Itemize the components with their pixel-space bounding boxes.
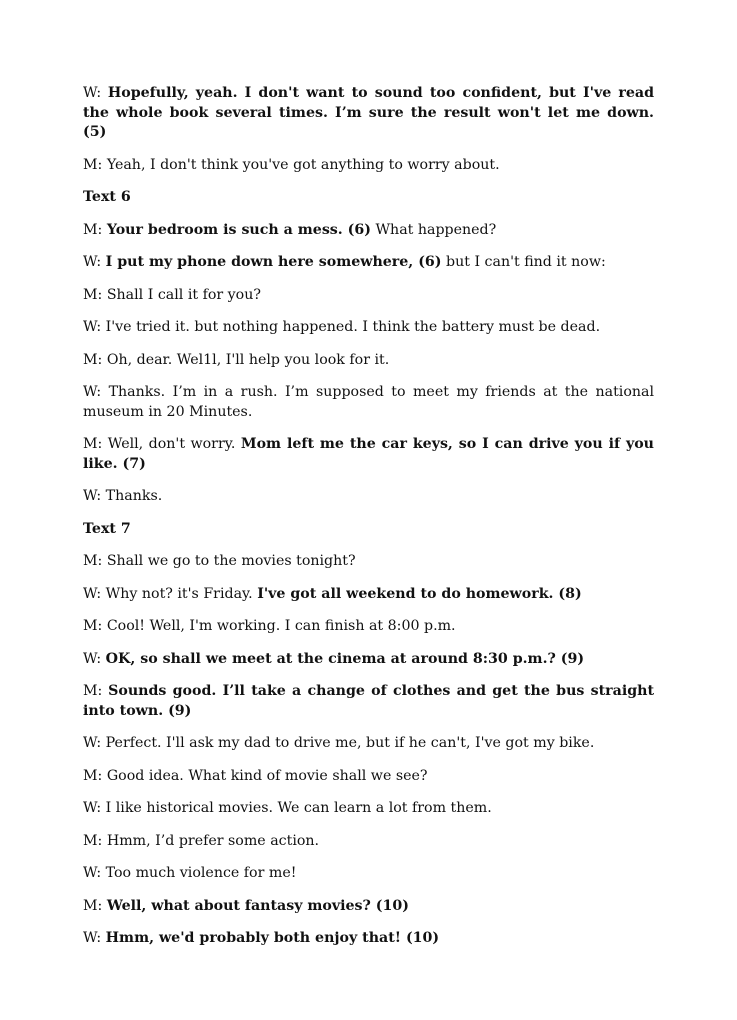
section-heading: Text 7: [83, 520, 131, 537]
answer-text: Hmm, we'd probably both enjoy that! (10): [105, 930, 440, 946]
answer-text: Hopefully, yeah. I don't want to sound too confident, but I've read the whole book several times. I’m sure the result won't let me down. (5): [83, 85, 654, 140]
dialogue-text: Hmm, I’d prefer some action.: [102, 832, 320, 849]
dialogue-line: [83, 767, 654, 787]
dialogue-line: [83, 221, 654, 241]
speaker-label: W:: [83, 254, 102, 270]
dialogue-text: I like historical movies. We can learn a lot from them.: [101, 800, 492, 816]
dialogue-line: [83, 286, 654, 306]
speaker-label: W:: [83, 930, 102, 946]
speaker-label: M:: [83, 683, 103, 699]
speaker-label: M:: [83, 351, 103, 368]
dialogue-line: [83, 682, 654, 721]
dialogue-text: Thanks.: [101, 488, 163, 504]
dialogue-text: Shall we go to the movies tonight?: [102, 553, 356, 569]
answer-text: Sounds good. I’ll take a change of clothes and get the bus straight into town. (9): [83, 683, 655, 719]
dialogue-line: [83, 617, 654, 637]
speaker-label: W:: [83, 319, 102, 335]
speaker-label: W:: [83, 585, 102, 602]
answer-text: Your bedroom is such a mess. (6): [106, 221, 371, 238]
speaker-label: M:: [83, 897, 103, 914]
answer-text: I've got all weekend to do homework. (8): [257, 585, 582, 602]
speaker-label: M:: [83, 221, 103, 238]
dialogue-text: but I can't find it now:: [441, 254, 606, 270]
dialogue-line: [83, 897, 654, 917]
dialogue-line: [83, 351, 654, 371]
dialogue-text: Good idea. What kind of movie shall we see?: [102, 767, 428, 784]
dialogue-text: What happened?: [370, 221, 497, 238]
dialogue-line: [83, 832, 654, 852]
dialogue-line: [83, 383, 654, 422]
dialogue-line: [83, 734, 654, 754]
dialogue-line: [83, 864, 654, 884]
speaker-label: M:: [83, 286, 103, 303]
dialogue-line: [83, 84, 654, 143]
speaker-label: M:: [83, 553, 103, 569]
dialogue-line: [83, 487, 654, 507]
speaker-label: W:: [83, 85, 102, 101]
speaker-label: M:: [83, 832, 103, 849]
section-heading: Text 6: [83, 189, 131, 205]
transcript-page: [83, 84, 654, 962]
speaker-label: M:: [83, 156, 103, 173]
speaker-label: W:: [83, 735, 102, 751]
dialogue-line: [83, 650, 654, 670]
dialogue-line: [83, 799, 654, 819]
dialogue-text: Shall I call it for you?: [102, 286, 261, 303]
speaker-label: W:: [83, 384, 102, 400]
dialogue-text: Perfect. I'll ask my dad to drive me, but if he can't, I've got my bike.: [101, 735, 595, 751]
dialogue-text: Oh, dear. Wel1l, I'll help you look for it.: [102, 351, 390, 368]
dialogue-text: Thanks. I’m in a rush. I’m supposed to meet my friends at the national museum in 20 Minutes.: [83, 384, 654, 420]
speaker-label: W:: [83, 650, 102, 667]
speaker-label: M:: [83, 618, 103, 634]
speaker-label: M:: [83, 436, 103, 452]
speaker-label: W:: [83, 800, 102, 816]
dialogue-text: Cool! Well, I'm working. I can finish at 8:00 p.m.: [102, 618, 456, 634]
dialogue-text: Well, don't worry.: [102, 436, 241, 452]
dialogue-text: I've tried it. but nothing happened. I think the battery must be dead.: [101, 319, 601, 335]
speaker-label: M:: [83, 767, 103, 784]
speaker-label: W:: [83, 865, 102, 881]
dialogue-line: [83, 585, 654, 605]
answer-text: Mom left me the car keys, so I can drive you if you like. (7): [83, 436, 654, 472]
dialogue-text: Too much violence for me!: [101, 865, 297, 881]
answer-text: I put my phone down here somewhere, (6): [105, 254, 442, 270]
dialogue-line: [83, 929, 654, 949]
dialogue-text: [101, 85, 108, 101]
dialogue-text: Yeah, I don't think you've got anything to worry about.: [102, 156, 500, 173]
dialogue-line: [83, 318, 654, 338]
speaker-label: W:: [83, 488, 102, 504]
dialogue-line: [83, 435, 654, 474]
dialogue-line: [83, 552, 654, 572]
dialogue-line: [83, 253, 654, 273]
dialogue-text: Why not? it's Friday.: [101, 585, 258, 602]
answer-text: OK, so shall we meet at the cinema at around 8:30 p.m.? (9): [105, 650, 585, 667]
answer-text: Well, what about fantasy movies? (10): [106, 897, 409, 914]
dialogue-line: [83, 156, 654, 176]
